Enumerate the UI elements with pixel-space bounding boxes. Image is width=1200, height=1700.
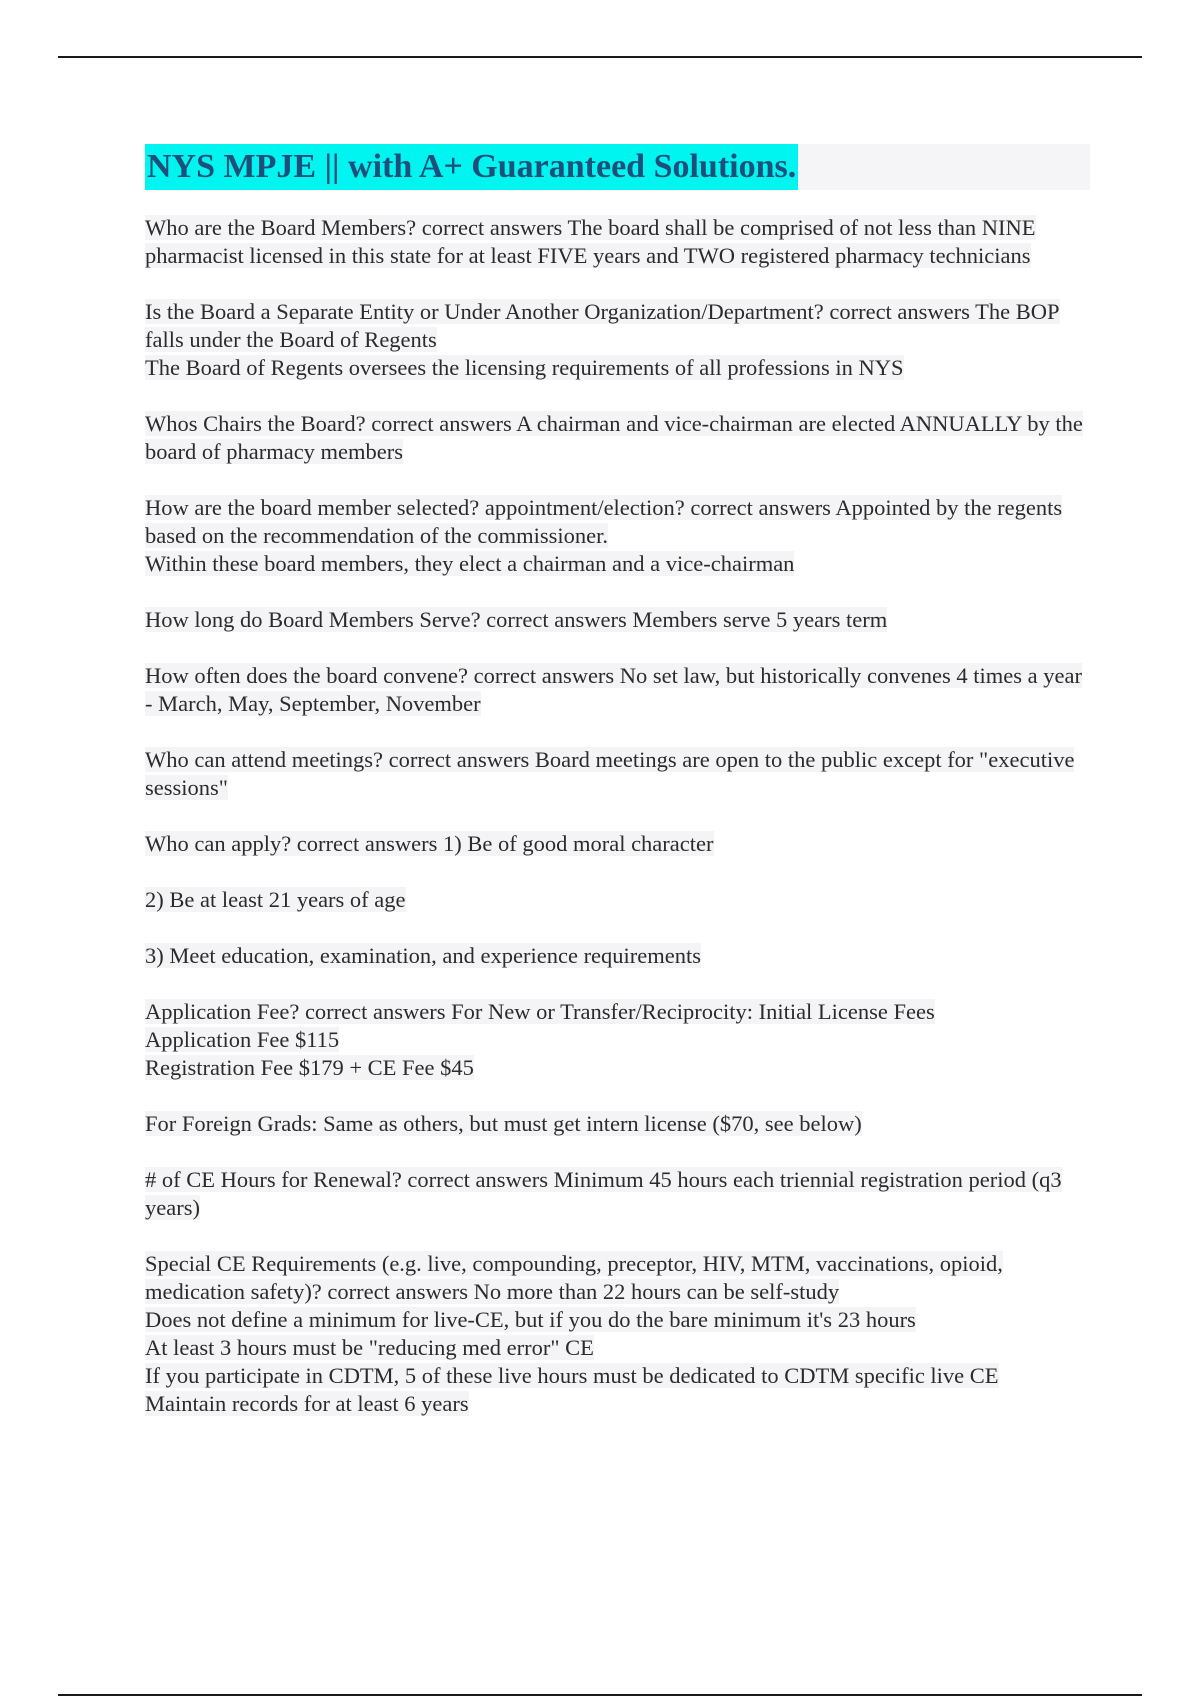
- qa-paragraph: [145, 1250, 1090, 1418]
- qa-line: Maintain records for at least 6 years: [145, 1391, 469, 1416]
- qa-line: Registration Fee $179 + CE Fee $45: [145, 1055, 474, 1080]
- qa-line: Does not define a minimum for live-CE, but if you do the bare minimum it's 23 hours: [145, 1307, 916, 1332]
- qa-paragraph: [145, 214, 1090, 270]
- qa-paragraph: [145, 410, 1090, 466]
- qa-line: If you participate in CDTM, 5 of these live hours must be dedicated to CDTM specific live CE: [145, 1363, 999, 1388]
- qa-line: # of CE Hours for Renewal? correct answers Minimum 45 hours each triennial registration period (q3 years): [145, 1167, 1062, 1220]
- qa-line: The Board of Regents oversees the licensing requirements of all professions in NYS: [145, 355, 904, 380]
- qa-line: Within these board members, they elect a chairman and a vice-chairman: [145, 551, 795, 576]
- qa-line: At least 3 hours must be "reducing med error" CE: [145, 1335, 594, 1360]
- qa-line: Who can apply? correct answers 1) Be of good moral character: [145, 831, 714, 856]
- qa-line: Application Fee $115: [145, 1027, 340, 1052]
- qa-paragraph: [145, 830, 1090, 858]
- qa-paragraph: [145, 942, 1090, 970]
- qa-line: Who can attend meetings? correct answers Board meetings are open to the public except for "executive sessions": [145, 747, 1075, 800]
- qa-line: How long do Board Members Serve? correct answers Members serve 5 years term: [145, 607, 888, 632]
- document-body: [145, 144, 1090, 1446]
- bottom-rule: [58, 1694, 1142, 1696]
- qa-paragraph: [145, 1166, 1090, 1222]
- qa-line: How are the board member selected? appointment/election? correct answers Appointed by the regents based on the recommendation of the commissioner.: [145, 495, 1063, 548]
- qa-paragraph: [145, 1110, 1090, 1138]
- top-rule: [58, 56, 1142, 58]
- title-row: [145, 144, 1090, 190]
- qa-line: Special CE Requirements (e.g. live, compounding, preceptor, HIV, MTM, vaccinations, opioid, medication safety)? correct answers No more than 22 hours can be self-study: [145, 1251, 1003, 1304]
- qa-line: Whos Chairs the Board? correct answers A chairman and vice-chairman are elected ANNUALLY by the board of pharmacy members: [145, 411, 1083, 464]
- document-title: NYS MPJE || with A+ Guaranteed Solutions.: [145, 144, 798, 190]
- qa-line: 2) Be at least 21 years of age: [145, 887, 406, 912]
- qa-line: How often does the board convene? correct answers No set law, but historically convenes 4 times a year - March, May, September, November: [145, 663, 1082, 716]
- qa-line: Application Fee? correct answers For New or Transfer/Reciprocity: Initial License Fees: [145, 999, 935, 1024]
- qa-paragraph: [145, 662, 1090, 718]
- qa-paragraph: [145, 606, 1090, 634]
- qa-paragraph: [145, 886, 1090, 914]
- qa-paragraph: [145, 494, 1090, 578]
- qa-paragraph: [145, 746, 1090, 802]
- qa-line: Who are the Board Members? correct answers The board shall be comprised of not less than NINE pharmacist licensed in this state for at least FIVE years and TWO registered pharmacy technicians: [145, 215, 1036, 268]
- qa-line: Is the Board a Separate Entity or Under Another Organization/Department? correct answers The BOP falls under the Board of Regents: [145, 299, 1060, 352]
- qa-line: 3) Meet education, examination, and experience requirements: [145, 943, 702, 968]
- qa-paragraph: [145, 298, 1090, 382]
- qa-line: For Foreign Grads: Same as others, but must get intern license ($70, see below): [145, 1111, 862, 1136]
- qa-paragraph: [145, 998, 1090, 1082]
